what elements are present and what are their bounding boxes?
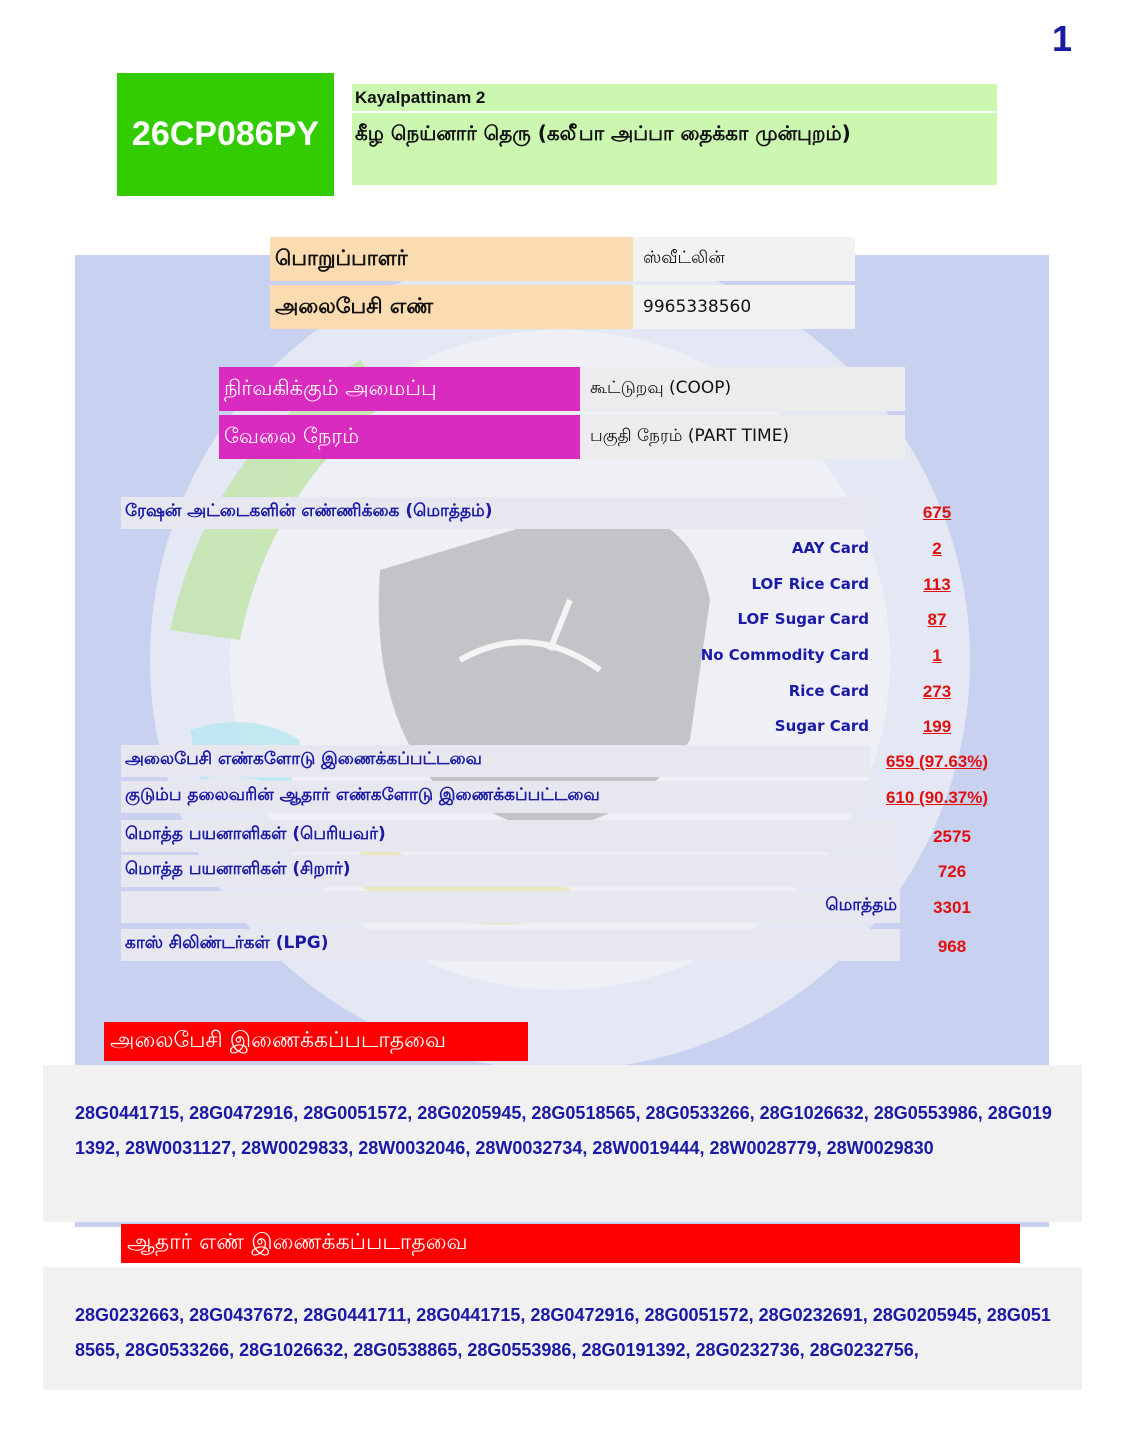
children-value: 726	[937, 862, 967, 881]
total-beneficiaries-label: மொத்தம்	[825, 895, 897, 915]
mobile-linked-label: அலைபேசி எண்களோடு இணைக்கப்பட்டவை	[125, 749, 482, 769]
mobile-value: 9965338560	[633, 285, 855, 329]
incharge-value: ஸ்வீட்லின்	[633, 237, 855, 281]
organisation-label: நிர்வகிக்கும் அமைப்பு	[219, 367, 580, 411]
adults-value: 2575	[933, 827, 971, 846]
card-type-value: 1	[932, 646, 942, 665]
shop-village: Kayalpattinam 2	[352, 84, 997, 111]
card-type-value: 199	[922, 717, 952, 736]
shop-street: கீழ நெய்னார் தெரு (கலீ்பா அப்பா தைக்கா முன்புறம்)	[352, 113, 997, 185]
aadhar-unlinked-ids: 28G0232663, 28G0437672, 28G0441711, 28G0441715, 28G0472916, 28G0051572, 28G0232691, 28G0205945, 28G0518565, 28G0533266, 28G1026632, 28G0538865, 28G0553986, 28G0191392, 28G0232736, 28G0232756,	[75, 1305, 1051, 1360]
lpg-label: காஸ் சிலிண்டர்கள் (LPG)	[125, 933, 329, 953]
card-type-value: 2	[932, 539, 942, 558]
card-type-label: No Commodity Card	[700, 646, 869, 664]
adults-label: மொத்த பயனாளிகள் (பெரியவர்)	[125, 824, 386, 844]
mobile-linked-value: 659 (97.63%)	[885, 752, 989, 771]
mobile-unlinked-title: அலைபேசி இணைக்கப்படாதவை	[104, 1022, 528, 1061]
aadhar-linked-label: குடும்ப தலைவரின் ஆதார் எண்களோடு இணைக்கப்பட்டவை	[125, 785, 600, 805]
card-type-label: LOF Sugar Card	[737, 610, 869, 628]
mobile-unlinked-ids: 28G0441715, 28G0472916, 28G0051572, 28G0205945, 28G0518565, 28G0533266, 28G1026632, 28G0553986, 28G0191392, 28W0031127, 28W0029833, 28W0032046, 28W0032734, 28W0019444, 28W0028779, 28W0029830	[75, 1103, 1052, 1158]
card-type-label: AAY Card	[791, 539, 869, 557]
page-number: 1	[1052, 18, 1073, 59]
working-hours-label: வேலை நேரம்	[219, 415, 580, 459]
aadhar-unlinked-title: ஆதார் எண் இணைக்கப்படாதவை	[121, 1224, 1020, 1263]
aadhar-linked-value: 610 (90.37%)	[885, 788, 989, 807]
shop-code: 26CP086PY	[117, 73, 334, 196]
organisation-value: கூட்டுறவு (COOP)	[580, 367, 905, 411]
card-type-value: 273	[922, 682, 952, 701]
total-cards-label: ரேஷன் அட்டைகளின் எண்ணிக்கை (மொத்தம்)	[125, 501, 493, 521]
total-cards-value: 675	[922, 503, 952, 522]
children-label: மொத்த பயனாளிகள் (சிறார்)	[125, 859, 351, 879]
mobile-label: அலைபேசி எண்	[270, 285, 633, 329]
lpg-value: 968	[937, 937, 967, 956]
card-type-label: LOF Rice Card	[751, 575, 869, 593]
card-type-label: Sugar Card	[774, 717, 869, 735]
incharge-label: பொறுப்பாளர்	[270, 237, 633, 281]
card-type-value: 87	[927, 610, 947, 629]
working-hours-value: பகுதி நேரம் (PART TIME)	[580, 415, 905, 459]
card-type-value: 113	[923, 575, 951, 594]
total-beneficiaries-value: 3301	[933, 898, 971, 917]
card-type-label: Rice Card	[788, 682, 869, 700]
